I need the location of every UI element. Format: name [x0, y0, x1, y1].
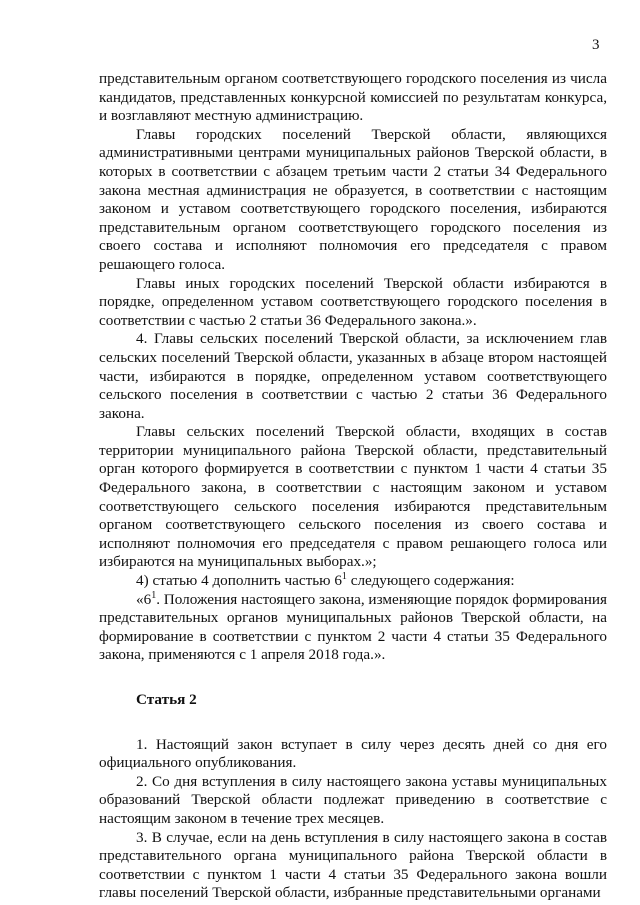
quote-prefix: «6: [136, 590, 152, 608]
paragraph: Главы иных городских поселений Тверской области избираются в порядке, определенном уставом соответствующего городского поселения в соответствии с частью 2 статьи 36 Федерального закона.».: [99, 274, 607, 329]
paragraph: Главы сельских поселений Тверской области, входящих в состав территории муниципального района Тверской области, представительный орган которого формируется в соответствии с пунктом 1 части 4 статьи 35 Федерального закона, в соответствии с настоящим законом и уставом соответствующего сельского поселения избираются представительным органом соответствующего сельского поселения из своего состава и исполняют полномочия его председателя с правом решающего голоса или избираются на муниципальных выборах.»;: [99, 423, 607, 571]
item4-text-after: следующего содержания:: [346, 572, 515, 590]
paragraph: 4. Главы сельских поселений Тверской области, за исключением глав сельских поселений Тверской области, указанных в абзаце втором настоящей части, избираются в порядке, определенном уставом соответствующего сельского поселения в соответствии с частью 2 статьи 36 Федерального закона.: [99, 330, 607, 422]
quote-text: . Положения настоящего закона, изменяющие порядок формирования представительных органов муниципальных районов Тверской области, на формирование в соответствии с пунктом 2 части 4 статьи 35 Федерального закона, применяются с 1 апреля 2018 года.».: [99, 590, 607, 664]
page-number: 3: [592, 37, 600, 53]
amendment-item-4: [99, 572, 607, 591]
article-paragraph: 2. Со дня вступления в силу настоящего закона уставы муниципальных образований Тверской области подлежат приведению в соответствие с настоящим законом в течение трех месяцев.: [99, 772, 607, 827]
article-heading: Статья 2: [136, 691, 197, 708]
article-paragraph: 3. В случае, если на день вступления в силу настоящего закона в состав представительного органа муниципального района Тверской области в соответствии с пунктом 1 части 4 статьи 35 Федерального закона вошли главы поселений Тверской области, избранные представительными органами: [99, 828, 607, 902]
document-body: [99, 70, 607, 903]
quoted-part: [99, 591, 607, 665]
paragraph: представительным органом соответствующего городского поселения из числа кандидатов, представленных конкурсной комиссией по результатам конкурса, и возглавляют местную администрацию.: [99, 70, 607, 125]
item4-text-before: 4) статью 4 дополнить частью 6: [136, 572, 342, 590]
paragraph: Главы городских поселений Тверской области, являющихся административными центрами муниципальных районов Тверской области, в которых в соответствии с абзацем третьим части 2 статьи 34 Федерального закона местная администрация не образуется, в соответствии с настоящим законом и уставом соответствующего городского поселения, избираются представительным органом соответствующего городского поселения из своего состава и исполняют полномочия его председателя с правом решающего голоса.: [99, 125, 607, 273]
quote-superscript: 1: [151, 589, 157, 601]
item4-superscript: 1: [341, 571, 347, 583]
article-paragraph: 1. Настоящий закон вступает в силу через десять дней со дня его официального опубликования.: [99, 735, 607, 772]
